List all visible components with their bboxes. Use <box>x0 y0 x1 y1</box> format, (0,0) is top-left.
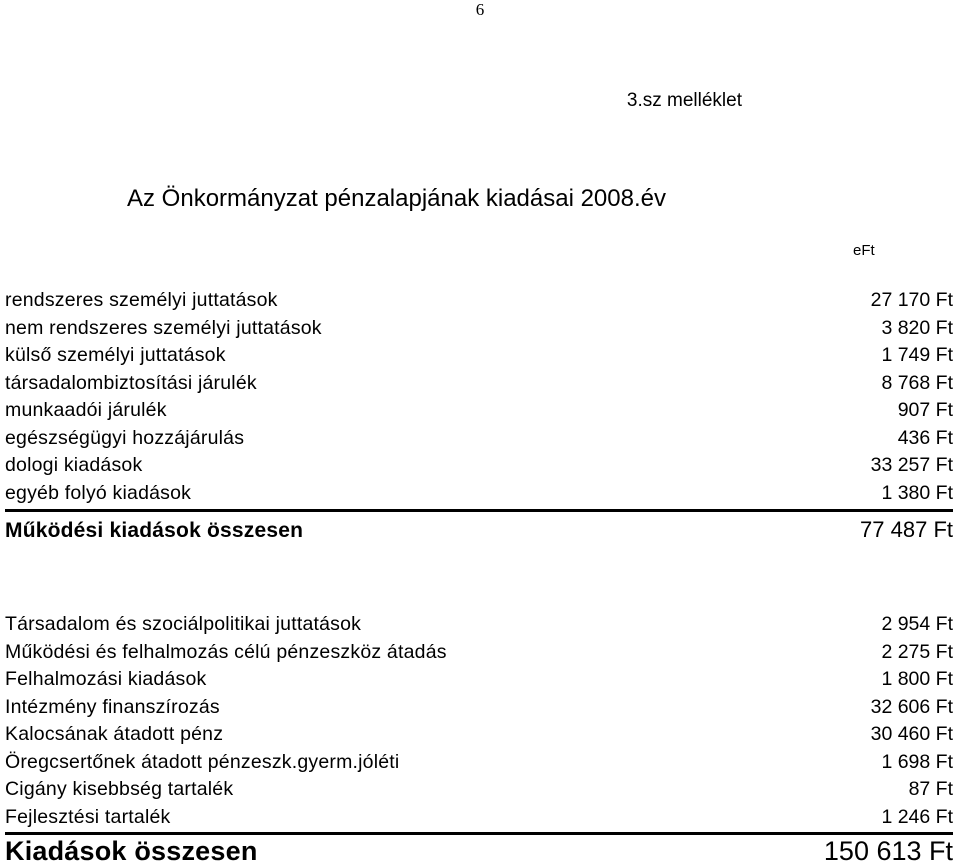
row-amount: 2 954 Ft <box>881 613 953 635</box>
grand-total-amount: 150 613 Ft <box>823 836 953 866</box>
row-amount: 3 820 Ft <box>881 316 953 339</box>
row-label: munkaadói járulék <box>5 399 167 421</box>
table-row <box>5 776 953 804</box>
table-row <box>5 804 953 832</box>
row-label: egészségügyi hozzájárulás <box>5 426 245 449</box>
table-row <box>5 694 953 722</box>
table-row <box>5 397 953 425</box>
total-amount: 77 487 Ft <box>860 517 953 542</box>
row-label: nem rendszeres személyi juttatások <box>5 316 322 339</box>
row-amount: 87 Ft <box>908 778 953 800</box>
annex-label: 3.sz melléklet <box>626 90 742 111</box>
table-row <box>5 639 953 667</box>
table-row <box>5 721 953 749</box>
row-label: Cigány kisebbség tartalék <box>5 778 234 800</box>
row-label: Működési és felhalmozás célú pénzeszköz átadás <box>5 640 447 663</box>
row-label: dologi kiadások <box>5 454 143 476</box>
row-label: egyéb folyó kiadások <box>5 481 192 504</box>
other-expenses-table <box>5 611 953 867</box>
row-amount: 1 749 Ft <box>881 344 953 366</box>
row-amount: 27 170 Ft <box>870 289 953 311</box>
operating-expenses-table <box>5 287 953 548</box>
page-number: 6 <box>475 0 485 19</box>
table-row <box>5 315 953 343</box>
document-title: Az Önkormányzat pénzalapjának kiadásai 2008.év <box>127 185 666 212</box>
table-row <box>5 749 953 777</box>
row-amount: 436 Ft <box>897 426 953 449</box>
row-label: Társadalom és szociálpolitikai juttatások <box>5 613 362 635</box>
unit-label: eFt <box>853 242 875 259</box>
row-label: Intézmény finanszírozás <box>5 695 220 718</box>
table-row <box>5 370 953 398</box>
row-label: társadalombiztosítási járulék <box>5 371 257 394</box>
row-label: rendszeres személyi juttatások <box>5 289 278 311</box>
row-label: külső személyi juttatások <box>5 344 226 366</box>
row-amount: 33 257 Ft <box>870 454 953 476</box>
table-row <box>5 452 953 480</box>
row-amount: 8 768 Ft <box>881 371 953 394</box>
grand-total-label: Kiadások összesen <box>5 836 258 866</box>
table-row <box>5 480 953 508</box>
row-amount: 1 380 Ft <box>881 481 953 504</box>
row-amount: 1 698 Ft <box>881 750 953 773</box>
row-amount: 1 800 Ft <box>881 668 953 690</box>
operating-total-row <box>5 509 953 548</box>
row-amount: 1 246 Ft <box>881 805 953 828</box>
row-amount: 32 606 Ft <box>870 695 953 718</box>
table-row <box>5 287 953 315</box>
table-row <box>5 425 953 453</box>
row-label: Öregcsertőnek átadott pénzeszk.gyerm.jóléti <box>5 750 400 773</box>
total-label: Működési kiadások összesen <box>5 519 304 542</box>
row-amount: 2 275 Ft <box>881 640 953 663</box>
row-label: Fejlesztési tartalék <box>5 805 171 828</box>
table-row <box>5 342 953 370</box>
row-amount: 907 Ft <box>897 399 953 421</box>
row-label: Kalocsának átadott pénz <box>5 723 224 745</box>
row-label: Felhalmozási kiadások <box>5 668 207 690</box>
table-row <box>5 611 953 639</box>
table-row <box>5 666 953 694</box>
row-amount: 30 460 Ft <box>870 723 953 745</box>
